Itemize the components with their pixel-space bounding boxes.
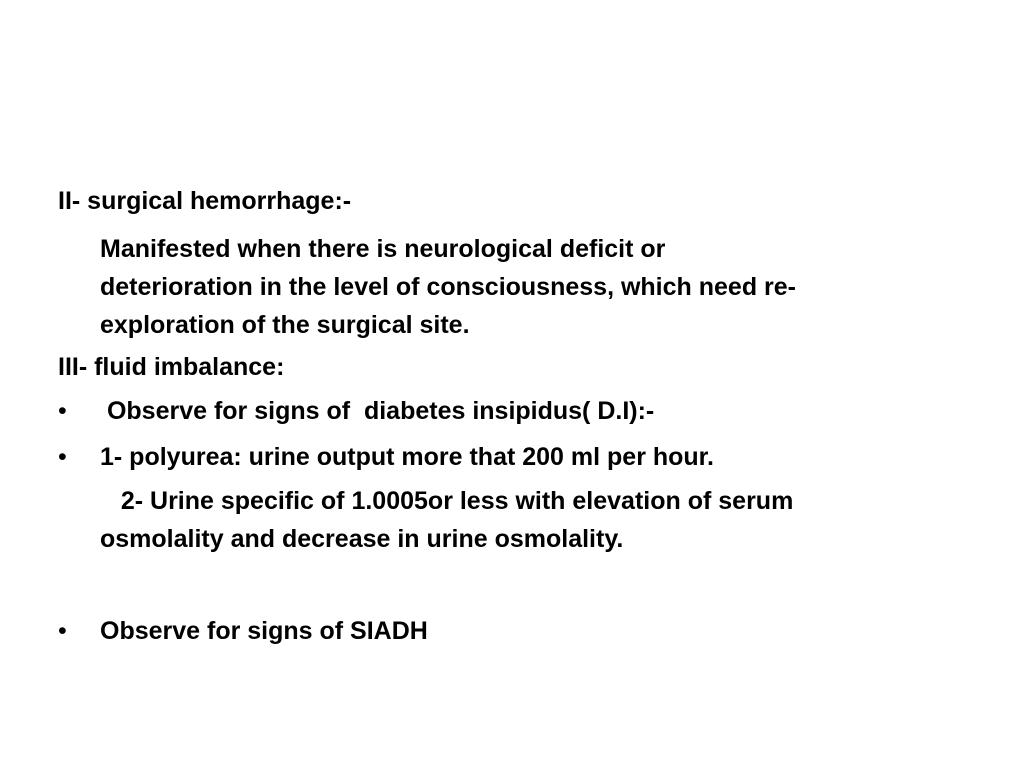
bullet-icon: • [58,397,67,425]
surgical-hemorrhage-heading: II- surgical hemorrhage:- [58,187,352,215]
hemorrhage-text-line-1: Manifested when there is neurological deficit or [100,235,666,263]
hemorrhage-text-line-3: exploration of the surgical site. [100,311,470,339]
bullet-icon: • [58,617,67,645]
urine-specific-line-1: 2- Urine specific of 1.0005or less with elevation of serum [100,487,794,515]
fluid-imbalance-heading: III- fluid imbalance: [58,353,285,381]
bullet-text-diabetes-insipidus: Observe for signs of diabetes insipidus( D.I):- [100,397,655,425]
bullet-icon: • [58,443,67,471]
bullet-text-siadh: Observe for signs of SIADH [100,617,428,645]
bullet-text-polyurea: 1- polyurea: urine output more that 200 ml per hour. [100,443,714,471]
hemorrhage-text-line-2: deterioration in the level of consciousness, which need re- [100,273,796,301]
urine-specific-line-2: osmolality and decrease in urine osmolality. [100,525,624,553]
